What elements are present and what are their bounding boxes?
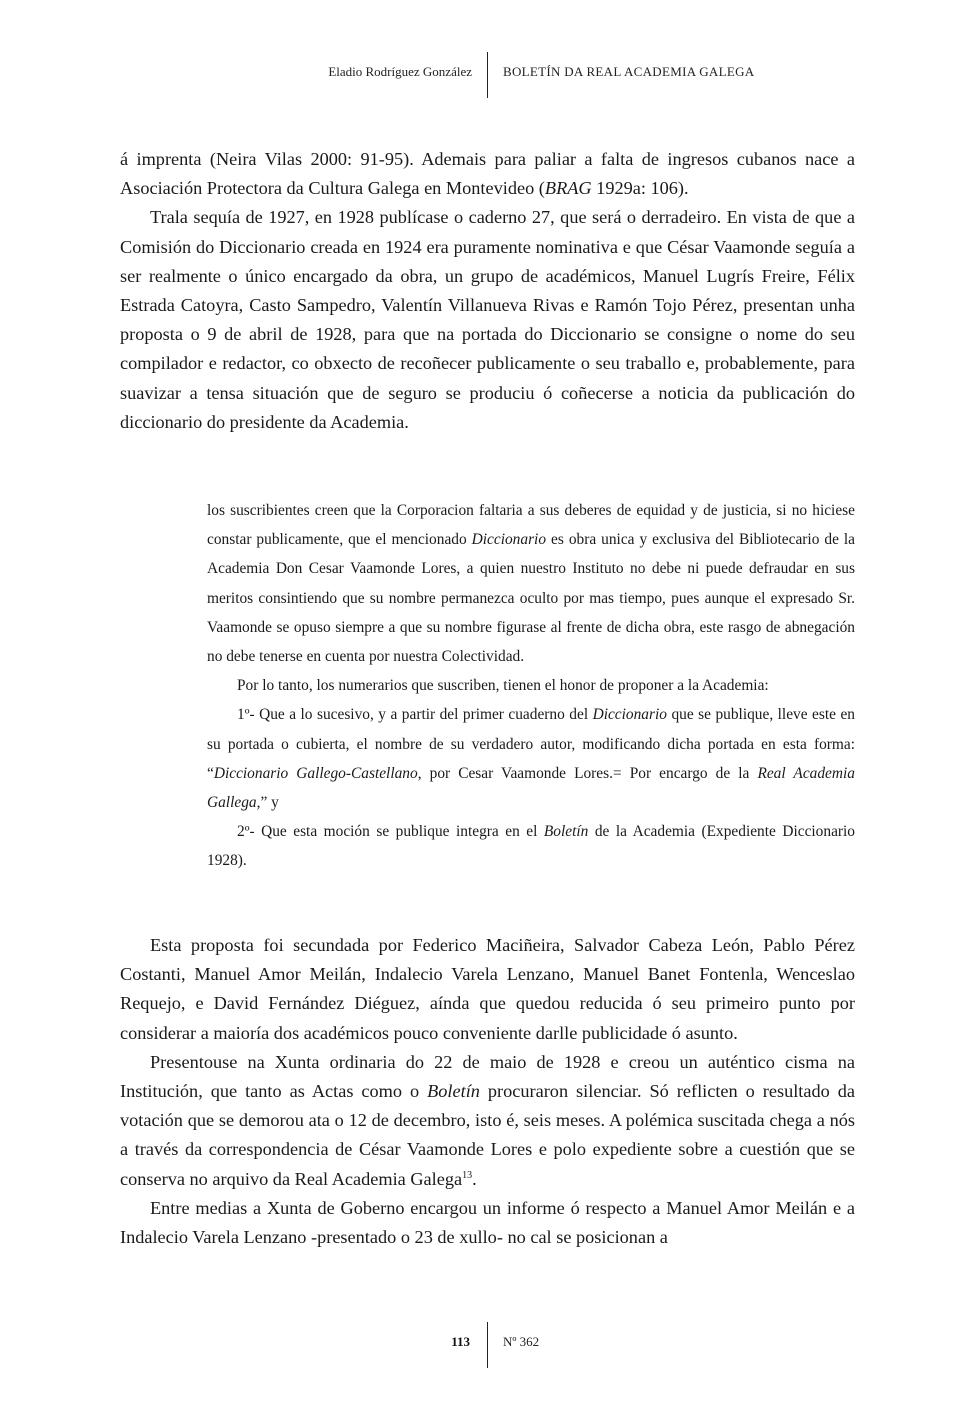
block-quote [207, 496, 855, 876]
paragraph-1: á imprenta (Neira Vilas 2000: 91-95). Ademais para paliar a falta de ingresos cubanos nace a Asociación Protectora da Cultura Galega en Montevideo (BRAG 1929a: 106). [120, 149, 855, 199]
footer-divider [487, 1322, 488, 1368]
paragraph-5: Entre medias a Xunta de Goberno encargou un informe ó respecto a Manuel Amor Meilán e a Indalecio Varela Lenzano -presentado o 23 de xullo- no cal se posicionan a [120, 1197, 855, 1248]
body-text-top [120, 145, 855, 437]
footnote-reference[interactable]: 13 [462, 1169, 473, 1181]
body-text-bottom [120, 931, 855, 1252]
quote-paragraph-4: 2º- Que esta moción se publique integra en el Boletín de la Academia (Expediente Diccionario 1928). [207, 823, 855, 870]
issue-number: Nº 362 [503, 1334, 540, 1349]
paragraph-2: Trala sequía de 1927, en 1928 publícase o caderno 27, que será o derradeiro. En vista de que a Comisión do Diccionario creada en 1924 era puramente nominativa e que César Vaamonde seguía a ser realmente o único encargado da obra, un grupo de académicos, Manuel Lugrís Freire, Félix Estrada Catoyra, Casto Sampedro, Valentín Villanueva Rivas e Ramón Tojo Pérez, presentan unha proposta o 9 de abril de 1928, para que na portada do Diccionario se consigne o nome do seu compilador e redactor, co obxecto de recoñecer publicamente o seu traballo e, probablemente, para suavizar a tensa situación que de seguro se produciu ó coñecerse a noticia da publicación do diccionario do presidente da Academia. [120, 207, 855, 432]
quote-paragraph-3: 1º- Que a lo sucesivo, y a partir del primer cuaderno del Diccionario que se publique, lleve este en su portada o cubierta, el nombre de su verdadero autor, modificando dicha portada en esta forma: “Diccionario Gallego-Castellano, por Cesar Vaamonde Lores.= Por encargo de la Real Academia Gallega,” y [207, 706, 855, 812]
quote-paragraph-2: Por lo tanto, los numerarios que suscriben, tienen el honor de proponer a la Academia: [237, 677, 769, 695]
quote-paragraph-1: los suscribientes creen que la Corporacion faltaria a sus deberes de equidad y de justicia, si no hiciese constar publicamente, que el mencionado Diccionario es obra unica y exclusiva del Bibliotecario de la Academia Don Cesar Vaamonde Lores, a quien nuestro Instituto no debe ni puede defraudar en sus meritos consintiendo que su nombre permanezca oculto por mas tiempo, pues aunque el expresado Sr. Vaamonde se opuso siempre a que su nombre figurase al frente de dicha obra, este rasgo de abnegación no debe tenerse en cuenta por nuestra Colectividad. [207, 502, 855, 666]
page-number: 113 [451, 1334, 470, 1349]
header-divider [487, 52, 488, 98]
paragraph-4: Presentouse na Xunta ordinaria do 22 de maio de 1928 e creou un auténtico cisma na Institución, que tanto as Actas como o Boletín procuraron silenciar. Só reflicten o resultado da votación que se demorou ata o 12 de decembro, isto é, seis meses. A polémica suscitada chega a nós a través da correspondencia de César Vaamonde Lores e polo expediente sobre a cuestión que se conserva no arquivo da Real Academia Galega$^{13}$. [120, 1051, 855, 1189]
paragraph-3: Esta proposta foi secundada por Federico Maciñeira, Salvador Cabeza León, Pablo Pérez Costanti, Manuel Amor Meilán, Indalecio Varela Lenzano, Manuel Banet Fontenla, Wenceslao Requejo, e David Fernández Diéguez, aínda que quedou reducida ó seu primeiro punto por considerar a maioría dos académicos pouco conveniente darlle publicidade ó asunto. [120, 935, 855, 1043]
header-journal-title: BOLETÍN DA REAL ACADEMIA GALEGA [503, 64, 755, 79]
header-author: Eladio Rodríguez González [328, 64, 472, 79]
running-header [0, 52, 975, 100]
running-footer [0, 1322, 975, 1370]
